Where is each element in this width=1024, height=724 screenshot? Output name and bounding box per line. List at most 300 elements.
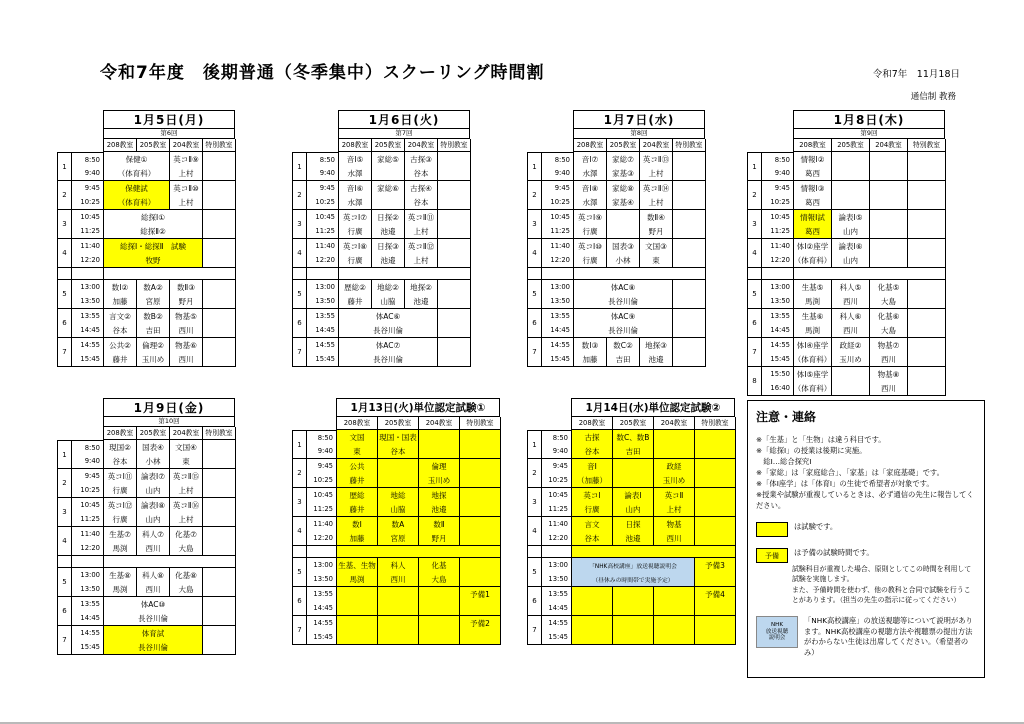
schedule-cell: 英コⅡ⑫ 上村 [405, 239, 438, 268]
schedule-cell: 歴総 藤井 [337, 488, 378, 517]
schedule-cell [870, 152, 908, 181]
schedule-cell [460, 459, 501, 488]
time-range: 13:00 13:50 [542, 558, 572, 587]
schedule-cell [870, 181, 908, 210]
schedule-row [747, 280, 946, 309]
schedule-cell [832, 181, 870, 210]
schedule-cell: 総探Ⅰ・総探Ⅱ 試験 牧野 [104, 239, 203, 268]
room-header: 特別教室 [203, 139, 236, 152]
time-range: 11:40 12:20 [307, 239, 339, 268]
schedule-cell [438, 181, 471, 210]
schedule-row [527, 152, 706, 181]
period-number: 7 [528, 616, 542, 645]
schedule-cell: 数A② 宮原 [137, 280, 170, 309]
period-number: 6 [748, 309, 762, 338]
room-header: 205教室 [613, 417, 654, 430]
time-range: 10:45 11:25 [72, 210, 104, 239]
period-number: 6 [528, 587, 542, 616]
legend-nhk-text: 「NHK高校講座」の放送視聴等について説明があります。NHK高校講座の視聴方法や視聴票の提出方法がわからない生徒は出席してください。（希望者のみ） [804, 616, 973, 657]
schedule-cell [673, 181, 706, 210]
schedule-cell: 予備2 [460, 616, 501, 645]
room-header: 204教室 [170, 427, 203, 440]
schedule-row [527, 558, 736, 587]
table-title: 1月6日(火) [338, 110, 470, 129]
schedule-row [57, 597, 236, 626]
schedule-cell: 古探④ 谷本 [405, 181, 438, 210]
schedule-cell: 数B② 吉田 [137, 309, 170, 338]
nhk-swatch-line: NHK [770, 622, 784, 629]
schedule-cell [203, 498, 236, 527]
schedule-cell: 数A 宮原 [378, 517, 419, 546]
time-range: 13:55 14:45 [72, 309, 104, 338]
schedule-cell: 体Ⅰ⑤座学 （体育科） [794, 367, 832, 396]
period-number: 3 [528, 210, 542, 239]
schedule-cell: 公共② 藤井 [104, 338, 137, 367]
period-number: 2 [293, 459, 307, 488]
room-header: 205教室 [607, 139, 640, 152]
spacer-row [747, 268, 946, 280]
schedule-cell [613, 616, 654, 645]
schedule-cell [832, 152, 870, 181]
spacer-row [57, 556, 236, 568]
schedule-cell: 英コⅡ⑯ 上村 [170, 498, 203, 527]
period-number: 2 [293, 181, 307, 210]
time-range: 11:40 12:20 [72, 239, 104, 268]
room-header: 特別教室 [673, 139, 706, 152]
schedule-cell [870, 239, 908, 268]
schedule-cell: 予備1 [460, 587, 501, 616]
schedule-cell [203, 152, 236, 181]
schedule-cell: 生基、生物 馬渕 [337, 558, 378, 587]
schedule-cell [419, 587, 460, 616]
room-header: 特別教室 [908, 139, 946, 152]
schedule-cell: 物基⑦ 西川 [870, 338, 908, 367]
schedule-cell: 生基⑧ 馬渕 [104, 568, 137, 597]
time-range: 8:50 9:40 [72, 440, 104, 469]
period-number: 7 [748, 338, 762, 367]
schedule-cell: 政経② 玉川め [832, 338, 870, 367]
schedule-cell [673, 152, 706, 181]
schedule-row [292, 459, 501, 488]
schedule-cell [673, 239, 706, 268]
period-number: 2 [528, 459, 542, 488]
time-range: 8:50 9:40 [542, 152, 574, 181]
nhk-swatch-line: 放送視聴 [765, 628, 789, 635]
legend-reserve-detail-2: また、予備時間を使わず、他の教科と合同で試験を行うことがあります。（担当の先生の指示に従ってください） [792, 586, 971, 604]
time-range: 10:45 11:25 [72, 498, 104, 527]
room-header: 特別教室 [695, 417, 736, 430]
schedule-cell: 数C② 吉田 [607, 338, 640, 367]
period-number: 6 [293, 309, 307, 338]
schedule-cell: 情報Ⅰ試 葛西 [794, 210, 832, 239]
schedule-row [57, 498, 236, 527]
time-range: 10:45 11:25 [762, 210, 794, 239]
schedule-cell: 化基⑥ 大島 [870, 309, 908, 338]
schedule-cell: 物基⑧ 西川 [870, 367, 908, 396]
schedule-cell: 数Ⅱ④ 野月 [640, 210, 673, 239]
schedule-cell: 化基⑧ 大島 [170, 568, 203, 597]
schedule-cell: 科人 西川 [378, 558, 419, 587]
schedule-row [57, 280, 236, 309]
period-number: 2 [528, 181, 542, 210]
schedule-row [527, 430, 736, 459]
time-range: 9:45 10:25 [307, 459, 337, 488]
schedule-cell: 音Ⅰ⑧ 水澤 [574, 181, 607, 210]
timetable-jan9-fri [57, 398, 236, 655]
schedule-cell: 英コⅠ⑫ 行廣 [104, 498, 137, 527]
period-number: 4 [58, 527, 72, 556]
period-number: 3 [528, 488, 542, 517]
period-number: 5 [293, 280, 307, 309]
time-range: 9:45 10:25 [762, 181, 794, 210]
schedule-cell [695, 616, 736, 645]
period-number: 5 [528, 280, 542, 309]
schedule-cell: 家総⑧ 家基④ [607, 181, 640, 210]
schedule-cell [908, 239, 946, 268]
schedule-cell [378, 616, 419, 645]
period-number: 6 [58, 597, 72, 626]
time-range: 13:00 13:50 [72, 568, 104, 597]
period-number: 4 [748, 239, 762, 268]
room-header: 208教室 [574, 139, 607, 152]
schedule-cell: 体Ⅰ④座学 （体育科） [794, 338, 832, 367]
period-number: 4 [528, 517, 542, 546]
note-line: ※「体Ⅰ座学」は「体育Ⅰ」の生徒で希望者が対象です。 [756, 479, 934, 488]
schedule-cell: 「NHK高校講座」放送視聴説明会 （昼休みの時間帯で実施予定） [572, 558, 695, 587]
period-number: 1 [748, 152, 762, 181]
schedule-cell: 英コⅡ⑬ 上村 [640, 152, 673, 181]
period-number: 5 [748, 280, 762, 309]
schedule-cell [460, 488, 501, 517]
time-range: 13:55 14:45 [307, 587, 337, 616]
room-header: 204教室 [640, 139, 673, 152]
schedule-cell [203, 626, 236, 655]
schedule-cell [203, 440, 236, 469]
time-range: 10:45 11:25 [542, 488, 572, 517]
schedule-cell: 論表Ⅰ⑥ 山内 [832, 239, 870, 268]
time-range: 11:40 12:20 [72, 527, 104, 556]
schedule-cell: 言文② 谷本 [104, 309, 137, 338]
schedule-cell [419, 616, 460, 645]
schedule-row [292, 239, 471, 268]
period-number: 6 [58, 309, 72, 338]
room-header: 208教室 [104, 427, 137, 440]
period-number: 4 [528, 239, 542, 268]
schedule-cell: 地探③ 池邉 [640, 338, 673, 367]
time-range: 13:55 14:45 [72, 597, 104, 626]
schedule-cell [832, 367, 870, 396]
time-range: 9:45 10:25 [72, 181, 104, 210]
schedule-cell: 情報Ⅰ② 葛西 [794, 152, 832, 181]
schedule-row [747, 309, 946, 338]
schedule-cell: 音Ⅰ （加藤） [572, 459, 613, 488]
schedule-cell [673, 210, 706, 239]
schedule-row [57, 440, 236, 469]
legend-exam [756, 522, 976, 537]
period-number: 1 [58, 152, 72, 181]
schedule-cell: 言文 谷本 [572, 517, 613, 546]
schedule-cell [203, 239, 236, 268]
timetable-jan14-exam2 [527, 398, 736, 645]
timetable-jan5-mon [57, 110, 236, 367]
schedule-cell [695, 459, 736, 488]
time-range: 9:45 10:25 [307, 181, 339, 210]
schedule-cell [203, 210, 236, 239]
time-range: 8:50 9:40 [72, 152, 104, 181]
schedule-cell: 古探 谷本 [572, 430, 613, 459]
period-number: 1 [293, 152, 307, 181]
schedule-cell [337, 616, 378, 645]
schedule-row [57, 469, 236, 498]
period-number: 8 [748, 367, 762, 396]
period-number: 5 [58, 280, 72, 309]
room-header: 204教室 [870, 139, 908, 152]
schedule-cell [460, 558, 501, 587]
room-header: 205教室 [832, 139, 870, 152]
spacer-row [292, 268, 471, 280]
schedule-cell [203, 309, 236, 338]
time-range: 13:55 14:45 [542, 587, 572, 616]
room-header: 特別教室 [203, 427, 236, 440]
schedule-cell [438, 210, 471, 239]
period-number: 7 [58, 338, 72, 367]
page-title: 令和7年度 後期普通（冬季集中）スクーリング時間割 [100, 63, 545, 83]
timetable-jan13-exam1 [292, 398, 501, 645]
schedule-cell [419, 430, 460, 459]
timetable-jan6-tue [292, 110, 471, 367]
schedule-cell: 科人⑥ 西川 [832, 309, 870, 338]
schedule-row [527, 338, 706, 367]
schedule-cell: 体AC⑩ 長谷川倫 [104, 597, 203, 626]
period-number: 6 [528, 309, 542, 338]
period-number: 5 [293, 558, 307, 587]
schedule-row [527, 587, 736, 616]
time-range: 9:45 10:25 [542, 459, 572, 488]
room-header: 205教室 [137, 427, 170, 440]
period-number: 3 [293, 210, 307, 239]
schedule-row [292, 280, 471, 309]
schedule-row [57, 239, 236, 268]
period-number: 3 [293, 488, 307, 517]
room-header: 208教室 [337, 417, 378, 430]
schedule-row [292, 488, 501, 517]
schedule-cell: 地探② 池邉 [405, 280, 438, 309]
schedule-row [527, 616, 736, 645]
time-range: 8:50 9:40 [762, 152, 794, 181]
time-range: 13:55 14:45 [542, 309, 574, 338]
schedule-cell [673, 309, 706, 338]
schedule-cell: 生基⑦ 馬渕 [104, 527, 137, 556]
table-title: 1月7日(水) [573, 110, 705, 129]
time-range: 14:55 15:45 [307, 616, 337, 645]
schedule-cell: 数Ⅱ 野月 [419, 517, 460, 546]
schedule-cell: 文国 東 [337, 430, 378, 459]
room-header: 204教室 [419, 417, 460, 430]
schedule-row [527, 181, 706, 210]
exam-color-swatch [756, 522, 788, 537]
schedule-cell: 英コⅡ⑩ 上村 [170, 181, 203, 210]
period-number: 7 [58, 626, 72, 655]
schedule-cell: 音Ⅰ⑦ 水澤 [574, 152, 607, 181]
schedule-cell: 保健① （体育科） [104, 152, 170, 181]
schedule-cell: 英コⅠ⑨ 行廣 [574, 210, 607, 239]
time-range: 11:40 12:20 [542, 239, 574, 268]
time-range: 14:55 15:45 [72, 338, 104, 367]
schedule-cell: 体AC⑥ 長谷川倫 [339, 309, 438, 338]
schedule-cell [908, 152, 946, 181]
spacer-row [292, 546, 501, 558]
schedule-cell: 現国② 谷本 [104, 440, 137, 469]
time-range: 10:45 11:25 [307, 210, 339, 239]
schedule-row [747, 367, 946, 396]
schedule-row [57, 181, 236, 210]
schedule-cell [908, 210, 946, 239]
schedule-row [292, 616, 501, 645]
period-number: 6 [293, 587, 307, 616]
schedule-row [57, 309, 236, 338]
period-number: 4 [293, 517, 307, 546]
period-number: 3 [748, 210, 762, 239]
schedule-cell: 体AC⑧ 長谷川倫 [574, 280, 673, 309]
time-range: 14:55 15:45 [542, 338, 574, 367]
schedule-cell: 家総⑦ 家基③ [607, 152, 640, 181]
schedule-row [57, 568, 236, 597]
schedule-cell: 予備4 [695, 587, 736, 616]
schedule-cell: 数C、数B 吉田 [613, 430, 654, 459]
schedule-cell: 英コⅡ 上村 [654, 488, 695, 517]
schedule-cell [908, 309, 946, 338]
note-line: ※授業や試験が重複しているときは、必ず通信の先生に報告してください。 [756, 490, 974, 510]
schedule-cell: 科人⑤ 西川 [832, 280, 870, 309]
schedule-row [292, 338, 471, 367]
schedule-row [57, 338, 236, 367]
period-number: 4 [293, 239, 307, 268]
schedule-row [527, 488, 736, 517]
schedule-cell: 論表Ⅰ 山内 [613, 488, 654, 517]
period-number: 3 [58, 498, 72, 527]
schedule-row [57, 210, 236, 239]
spacer-row [527, 268, 706, 280]
period-number: 7 [528, 338, 542, 367]
period-number: 7 [293, 338, 307, 367]
period-number: 7 [293, 616, 307, 645]
room-header: 特別教室 [438, 139, 471, 152]
time-range: 14:55 15:45 [542, 616, 572, 645]
schedule-cell: 物基 西川 [654, 517, 695, 546]
schedule-cell [572, 587, 613, 616]
time-range: 10:45 11:25 [307, 488, 337, 517]
nhk-color-swatch [756, 616, 798, 648]
schedule-cell: 英コⅠ⑩ 行廣 [574, 239, 607, 268]
note-line: ※「家総」は「家庭総合」、「家基」は「家庭基礎」です。 [756, 468, 944, 477]
note-line: ※「総探Ⅰ」の授業は後期に実施。 [756, 446, 867, 455]
schedule-cell: 体Ⅰ②座学 （体育科） [794, 239, 832, 268]
schedule-cell [203, 527, 236, 556]
schedule-cell: 化基⑤ 大島 [870, 280, 908, 309]
schedule-cell: 国表④ 小林 [137, 440, 170, 469]
session-number: 第10回 [103, 417, 235, 427]
notes-title: 注意・連絡 [756, 410, 817, 424]
schedule-row [747, 338, 946, 367]
legend-reserve-text: は予備の試験時間です。 [794, 548, 874, 557]
time-range: 9:45 10:25 [72, 469, 104, 498]
schedule-cell [438, 152, 471, 181]
schedule-cell: 英コⅠ⑦ 行廣 [339, 210, 372, 239]
schedule-cell [203, 338, 236, 367]
table-title: 1月5日(月) [103, 110, 235, 129]
schedule-row [747, 152, 946, 181]
schedule-row [292, 309, 471, 338]
schedule-row [527, 280, 706, 309]
schedule-cell [203, 280, 236, 309]
schedule-row [292, 181, 471, 210]
schedule-cell: 日探 池邉 [613, 517, 654, 546]
table-title: 1月8日(木) [793, 110, 945, 129]
schedule-cell: 英コⅡ⑪ 上村 [405, 210, 438, 239]
schedule-row [527, 239, 706, 268]
schedule-row [527, 517, 736, 546]
schedule-cell: 倫理 玉川め [419, 459, 460, 488]
timetable-jan7-wed [527, 110, 706, 367]
schedule-cell: 物基⑤ 西川 [170, 309, 203, 338]
time-range: 14:55 15:45 [72, 626, 104, 655]
schedule-cell [673, 280, 706, 309]
schedule-cell: 生基⑤ 馬渕 [794, 280, 832, 309]
schedule-cell: 日探③ 池邉 [372, 239, 405, 268]
period-number: 1 [528, 430, 542, 459]
schedule-cell: 日探② 池邉 [372, 210, 405, 239]
period-number: 1 [58, 440, 72, 469]
schedule-cell: 地総 山脇 [378, 488, 419, 517]
schedule-cell: 数Ⅰ② 加藤 [104, 280, 137, 309]
schedule-cell [438, 309, 471, 338]
schedule-row [747, 210, 946, 239]
schedule-cell: 体AC⑦ 長谷川倫 [339, 338, 438, 367]
time-range: 13:00 13:50 [307, 280, 339, 309]
period-number: 3 [58, 210, 72, 239]
legend-reserve-detail-1: 試験科目が重複した場合、原則としてこの時間を利用して試験を実施します。 [792, 565, 972, 583]
schedule-cell [654, 587, 695, 616]
schedule-cell: 数Ⅰ 加藤 [337, 517, 378, 546]
schedule-cell: 化基 大島 [419, 558, 460, 587]
schedule-cell [203, 597, 236, 626]
schedule-cell: 物基⑥ 西川 [170, 338, 203, 367]
document-department: 通信制 教務 [910, 92, 956, 102]
schedule-cell: 音Ⅰ⑤ 水澤 [339, 152, 372, 181]
schedule-row [292, 587, 501, 616]
schedule-cell [378, 587, 419, 616]
schedule-cell: 家総⑥ [372, 181, 405, 210]
period-number: 4 [58, 239, 72, 268]
schedule-cell [460, 517, 501, 546]
schedule-cell: 体育試 長谷川倫 [104, 626, 203, 655]
schedule-cell [203, 181, 236, 210]
schedule-cell: 予備3 [695, 558, 736, 587]
period-number: 2 [748, 181, 762, 210]
time-range: 9:45 10:25 [542, 181, 574, 210]
time-range: 13:00 13:50 [762, 280, 794, 309]
period-number: 1 [528, 152, 542, 181]
time-range: 13:55 14:45 [762, 309, 794, 338]
note-line: ※「生基」と「生物」は違う科目です。 [756, 435, 886, 444]
room-header: 208教室 [572, 417, 613, 430]
schedule-cell [654, 616, 695, 645]
schedule-cell [908, 280, 946, 309]
schedule-cell: 英コⅠ⑧ 行廣 [339, 239, 372, 268]
schedule-cell: 数Ⅱ③ 野月 [170, 280, 203, 309]
schedule-cell: 地探 池邉 [419, 488, 460, 517]
room-header: 208教室 [794, 139, 832, 152]
